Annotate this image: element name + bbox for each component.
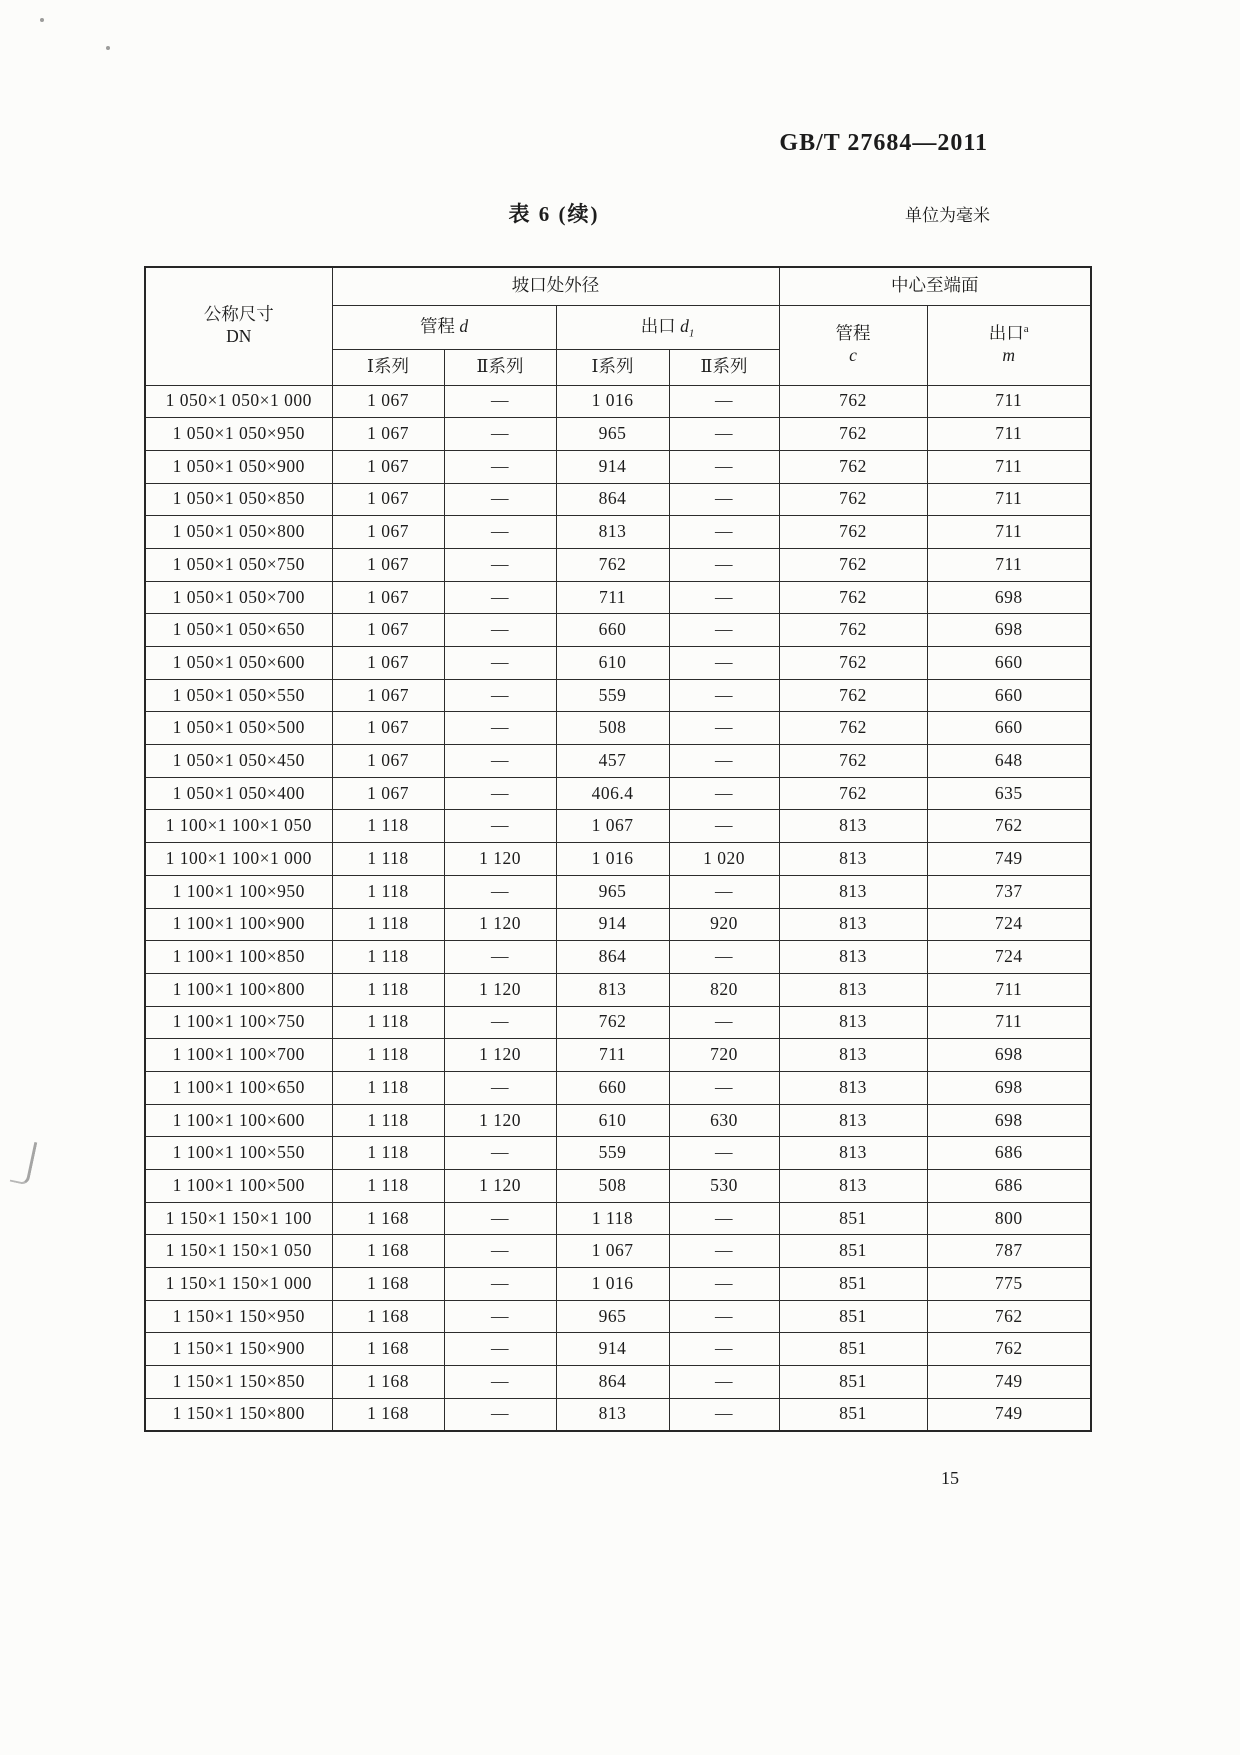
outlet-d1-series1-cell: 914: [556, 1333, 669, 1366]
outlet-m-cell: 711: [927, 973, 1091, 1006]
tube-c-cell: 851: [779, 1366, 927, 1399]
tube-c-cell: 762: [779, 450, 927, 483]
tube-d-series1-cell: 1 118: [332, 1006, 444, 1039]
outlet-m-cell: 711: [927, 548, 1091, 581]
outlet-m-cell: 686: [927, 1170, 1091, 1203]
tube-c-cell: 813: [779, 810, 927, 843]
tube-d-series2-cell: —: [444, 1137, 556, 1170]
tube-c-cell: 851: [779, 1235, 927, 1268]
tube-c-cell: 813: [779, 1104, 927, 1137]
outlet-d1-series2-cell: —: [669, 1006, 779, 1039]
header-outlet-m: 出口$^a$ m: [927, 305, 1091, 385]
dn-cell: 1 050×1 050×900: [145, 450, 332, 483]
table-row: [145, 1398, 1091, 1431]
outlet-d1-series2-cell: —: [669, 483, 779, 516]
outlet-m-cell: 711: [927, 450, 1091, 483]
header-nominal-size: [145, 267, 332, 385]
tube-d-series1-cell: 1 067: [332, 548, 444, 581]
outlet-d1-series2-cell: —: [669, 516, 779, 549]
outlet-d1-series1-cell: 457: [556, 745, 669, 778]
outlet-m-cell: 711: [927, 516, 1091, 549]
outlet-d1-series2-cell: —: [669, 679, 779, 712]
outlet-d1-series2-cell: —: [669, 614, 779, 647]
outlet-d1-series2-cell: 920: [669, 908, 779, 941]
header-tube-d-series2: Ⅱ系列: [444, 349, 556, 385]
tube-d-series1-cell: 1 168: [332, 1300, 444, 1333]
outlet-d1-series1-cell: 660: [556, 614, 669, 647]
outlet-d1-series1-cell: 660: [556, 1071, 669, 1104]
outlet-d1-series1-cell: 610: [556, 1104, 669, 1137]
dn-cell: 1 050×1 050×450: [145, 745, 332, 778]
dn-cell: 1 150×1 150×850: [145, 1366, 332, 1399]
table-row: [145, 941, 1091, 974]
tube-d-series2-cell: —: [444, 1202, 556, 1235]
outlet-m-cell: 698: [927, 614, 1091, 647]
outlet-d1-series2-cell: 530: [669, 1170, 779, 1203]
outlet-d1-series2-cell: —: [669, 1235, 779, 1268]
tube-d-series2-cell: —: [444, 614, 556, 647]
outlet-m-cell: 749: [927, 1366, 1091, 1399]
tube-c-cell: 813: [779, 908, 927, 941]
outlet-d1-series1-cell: 406.4: [556, 777, 669, 810]
dn-cell: 1 100×1 100×900: [145, 908, 332, 941]
outlet-d1-series2-cell: —: [669, 1071, 779, 1104]
tube-d-series2-cell: —: [444, 418, 556, 451]
table-row: [145, 581, 1091, 614]
dn-cell: 1 100×1 100×650: [145, 1071, 332, 1104]
tube-d-series1-cell: 1 118: [332, 1071, 444, 1104]
table-row: [145, 1333, 1091, 1366]
header-tube-c: 管程 c: [779, 305, 927, 385]
table-row: [145, 810, 1091, 843]
tube-d-series1-cell: 1 118: [332, 973, 444, 1006]
standard-code: GB/T 27684—2011: [779, 130, 988, 156]
dn-cell: 1 050×1 050×700: [145, 581, 332, 614]
tube-c-cell: 813: [779, 1137, 927, 1170]
footnote-marker-a: a: [1023, 323, 1029, 336]
outlet-m-cell: 698: [927, 1039, 1091, 1072]
tube-c-cell: 762: [779, 712, 927, 745]
table-row: [145, 1137, 1091, 1170]
tube-d-series2-cell: —: [444, 941, 556, 974]
outlet-d1-series1-cell: 711: [556, 581, 669, 614]
header-outlet-d1: 出口 $d_1$: [556, 305, 779, 349]
table-row: [145, 1039, 1091, 1072]
table-row: [145, 777, 1091, 810]
tube-d-series2-cell: —: [444, 385, 556, 418]
outlet-d1-series1-cell: 965: [556, 875, 669, 908]
dn-cell: 1 050×1 050×950: [145, 418, 332, 451]
table-row: [145, 712, 1091, 745]
outlet-d1-series1-cell: 1 016: [556, 1268, 669, 1301]
outlet-m-cell: 737: [927, 875, 1091, 908]
table-row: [145, 647, 1091, 680]
var-d1: $d_1$: [680, 316, 695, 340]
tube-d-series2-cell: —: [444, 1006, 556, 1039]
outlet-m-cell: 635: [927, 777, 1091, 810]
table-body: [145, 385, 1091, 1431]
table-row: [145, 679, 1091, 712]
dn-cell: 1 150×1 150×1 100: [145, 1202, 332, 1235]
table-row: [145, 1300, 1091, 1333]
tube-d-series1-cell: 1 118: [332, 810, 444, 843]
outlet-m-cell: 775: [927, 1268, 1091, 1301]
tube-d-series2-cell: —: [444, 712, 556, 745]
dn-cell: 1 100×1 100×600: [145, 1104, 332, 1137]
table-row: [145, 1235, 1091, 1268]
outlet-d1-series2-cell: 630: [669, 1104, 779, 1137]
outlet-d1-series2-cell: —: [669, 810, 779, 843]
tube-d-series1-cell: 1 168: [332, 1268, 444, 1301]
outlet-d1-series1-cell: 1 016: [556, 843, 669, 876]
outlet-d1-series2-cell: 720: [669, 1039, 779, 1072]
outlet-d1-series2-cell: —: [669, 1300, 779, 1333]
outlet-d1-series1-cell: 813: [556, 1398, 669, 1431]
header-outlet-d1-series2: Ⅱ系列: [669, 349, 779, 385]
table-row: [145, 548, 1091, 581]
dn-cell: 1 050×1 050×550: [145, 679, 332, 712]
var-d: d: [459, 316, 469, 337]
tube-c-cell: 851: [779, 1300, 927, 1333]
dn-cell: 1 050×1 050×1 000: [145, 385, 332, 418]
tube-c-cell: 813: [779, 973, 927, 1006]
tube-c-cell: 762: [779, 614, 927, 647]
var-m: m: [1002, 345, 1016, 365]
tube-d-series2-cell: —: [444, 647, 556, 680]
dn-cell: 1 050×1 050×800: [145, 516, 332, 549]
table-row: [145, 1006, 1091, 1039]
tube-d-series2-cell: —: [444, 450, 556, 483]
outlet-m-cell: 762: [927, 810, 1091, 843]
dn-cell: 1 050×1 050×850: [145, 483, 332, 516]
tube-c-cell: 813: [779, 1071, 927, 1104]
table-row: [145, 1104, 1091, 1137]
outlet-d1-series2-cell: —: [669, 1137, 779, 1170]
tube-c-cell: 762: [779, 777, 927, 810]
outlet-d1-series2-cell: —: [669, 385, 779, 418]
tube-c-cell: 762: [779, 647, 927, 680]
outlet-d1-series1-cell: 762: [556, 1006, 669, 1039]
tube-d-series2-cell: —: [444, 516, 556, 549]
dn-cell: 1 100×1 100×500: [145, 1170, 332, 1203]
outlet-d1-series2-cell: —: [669, 712, 779, 745]
outlet-m-cell: 762: [927, 1300, 1091, 1333]
outlet-m-cell: 749: [927, 1398, 1091, 1431]
tube-c-cell: 762: [779, 548, 927, 581]
tube-c-cell: 851: [779, 1398, 927, 1431]
tube-d-series2-cell: —: [444, 548, 556, 581]
unit-note: 单位为毫米: [905, 206, 990, 225]
tube-d-series1-cell: 1 168: [332, 1366, 444, 1399]
page-number: 15: [941, 1468, 959, 1488]
tube-d-series2-cell: —: [444, 1398, 556, 1431]
tube-d-series1-cell: 1 168: [332, 1333, 444, 1366]
tube-c-cell: 813: [779, 843, 927, 876]
outlet-d1-series2-cell: —: [669, 777, 779, 810]
tube-c-cell: 762: [779, 418, 927, 451]
dn-cell: 1 100×1 100×750: [145, 1006, 332, 1039]
outlet-d1-series1-cell: 610: [556, 647, 669, 680]
tube-d-series1-cell: 1 168: [332, 1202, 444, 1235]
outlet-d1-series1-cell: 508: [556, 712, 669, 745]
tube-c-cell: 851: [779, 1202, 927, 1235]
outlet-d1-series2-cell: —: [669, 1333, 779, 1366]
tube-d-series2-cell: 1 120: [444, 973, 556, 1006]
dn-cell: 1 150×1 150×1 000: [145, 1268, 332, 1301]
tube-d-series2-cell: 1 120: [444, 1039, 556, 1072]
outlet-d1-series1-cell: 1 118: [556, 1202, 669, 1235]
header-nominal-size-label: 公称尺寸: [203, 304, 274, 325]
dn-cell: 1 050×1 050×750: [145, 548, 332, 581]
tube-c-cell: 762: [779, 483, 927, 516]
tube-d-series1-cell: 1 067: [332, 614, 444, 647]
tube-d-series2-cell: —: [444, 875, 556, 908]
scan-artifact: [106, 46, 110, 50]
outlet-d1-series2-cell: —: [669, 941, 779, 974]
outlet-m-cell: 762: [927, 1333, 1091, 1366]
outlet-d1-series1-cell: 965: [556, 1300, 669, 1333]
tube-d-series1-cell: 1 067: [332, 418, 444, 451]
outlet-d1-series1-cell: 914: [556, 908, 669, 941]
tube-d-series1-cell: 1 118: [332, 875, 444, 908]
outlet-m-cell: 698: [927, 581, 1091, 614]
tube-c-cell: 762: [779, 679, 927, 712]
tube-d-series1-cell: 1 067: [332, 516, 444, 549]
outlet-d1-series1-cell: 559: [556, 679, 669, 712]
outlet-d1-series2-cell: —: [669, 418, 779, 451]
table-row: [145, 843, 1091, 876]
dimension-table: [144, 266, 1092, 1432]
tube-d-series1-cell: 1 118: [332, 843, 444, 876]
tube-d-series2-cell: —: [444, 483, 556, 516]
outlet-d1-series1-cell: 559: [556, 1137, 669, 1170]
tube-d-series1-cell: 1 067: [332, 385, 444, 418]
outlet-d1-series1-cell: 1 067: [556, 810, 669, 843]
tube-c-cell: 762: [779, 581, 927, 614]
outlet-m-cell: 686: [927, 1137, 1091, 1170]
table-row: [145, 450, 1091, 483]
outlet-m-cell: 698: [927, 1071, 1091, 1104]
table-row: [145, 875, 1091, 908]
tube-c-cell: 762: [779, 516, 927, 549]
tube-c-cell: 851: [779, 1333, 927, 1366]
table-row: [145, 973, 1091, 1006]
tube-d-series1-cell: 1 067: [332, 581, 444, 614]
header-dn-label: DN: [226, 326, 252, 347]
tube-c-cell: 762: [779, 385, 927, 418]
tube-d-series1-cell: 1 118: [332, 941, 444, 974]
table-row: [145, 1268, 1091, 1301]
dn-cell: 1 150×1 150×800: [145, 1398, 332, 1431]
outlet-m-cell: 724: [927, 941, 1091, 974]
tube-d-series1-cell: 1 067: [332, 450, 444, 483]
tube-d-series2-cell: —: [444, 1300, 556, 1333]
var-c: c: [849, 345, 857, 365]
outlet-d1-series1-cell: 864: [556, 941, 669, 974]
table-row: [145, 418, 1091, 451]
outlet-d1-series2-cell: —: [669, 1268, 779, 1301]
tube-d-series1-cell: 1 168: [332, 1235, 444, 1268]
dn-cell: 1 100×1 100×850: [145, 941, 332, 974]
dn-cell: 1 100×1 100×1 050: [145, 810, 332, 843]
outlet-m-cell: 787: [927, 1235, 1091, 1268]
tube-d-series2-cell: 1 120: [444, 908, 556, 941]
outlet-d1-series1-cell: 508: [556, 1170, 669, 1203]
table-row: [145, 385, 1091, 418]
tube-d-series2-cell: 1 120: [444, 843, 556, 876]
outlet-m-cell: 648: [927, 745, 1091, 778]
table-row: [145, 1071, 1091, 1104]
dn-cell: 1 050×1 050×650: [145, 614, 332, 647]
tube-c-cell: 762: [779, 745, 927, 778]
outlet-d1-series2-cell: —: [669, 1398, 779, 1431]
tube-d-series1-cell: 1 067: [332, 712, 444, 745]
tube-d-series2-cell: —: [444, 1268, 556, 1301]
tube-d-series2-cell: —: [444, 581, 556, 614]
table-row: [145, 516, 1091, 549]
outlet-d1-series1-cell: 1 016: [556, 385, 669, 418]
table-row: [145, 1202, 1091, 1235]
table-header: [145, 267, 1091, 385]
dn-cell: 1 100×1 100×1 000: [145, 843, 332, 876]
dn-cell: 1 100×1 100×550: [145, 1137, 332, 1170]
tube-d-series1-cell: 1 067: [332, 679, 444, 712]
outlet-d1-series2-cell: —: [669, 1202, 779, 1235]
table-row: [145, 1366, 1091, 1399]
tube-d-series1-cell: 1 168: [332, 1398, 444, 1431]
outlet-m-cell: 749: [927, 843, 1091, 876]
tube-d-series2-cell: —: [444, 1333, 556, 1366]
tube-d-series1-cell: 1 118: [332, 1170, 444, 1203]
outlet-m-cell: 660: [927, 647, 1091, 680]
table-row: [145, 908, 1091, 941]
outlet-d1-series2-cell: 820: [669, 973, 779, 1006]
tube-d-series1-cell: 1 067: [332, 647, 444, 680]
dn-cell: 1 100×1 100×800: [145, 973, 332, 1006]
outlet-d1-series2-cell: —: [669, 647, 779, 680]
tube-c-cell: 813: [779, 875, 927, 908]
header-group-center-to-face: 中心至端面: [779, 267, 1091, 305]
header-outlet-d1-series1: Ⅰ系列: [556, 349, 669, 385]
tube-c-cell: 813: [779, 1039, 927, 1072]
tube-d-series1-cell: 1 067: [332, 745, 444, 778]
tube-d-series1-cell: 1 067: [332, 483, 444, 516]
tube-d-series2-cell: —: [444, 1366, 556, 1399]
dn-cell: 1 150×1 150×900: [145, 1333, 332, 1366]
tube-d-series2-cell: —: [444, 777, 556, 810]
tube-d-series2-cell: —: [444, 745, 556, 778]
tube-d-series1-cell: 1 118: [332, 1039, 444, 1072]
outlet-d1-series1-cell: 813: [556, 973, 669, 1006]
outlet-m-cell: 711: [927, 418, 1091, 451]
outlet-m-cell: 660: [927, 679, 1091, 712]
outlet-d1-series2-cell: —: [669, 875, 779, 908]
tube-d-series2-cell: —: [444, 1071, 556, 1104]
tube-d-series2-cell: 1 120: [444, 1170, 556, 1203]
dn-cell: 1 050×1 050×600: [145, 647, 332, 680]
tube-d-series2-cell: —: [444, 810, 556, 843]
tube-c-cell: 813: [779, 1006, 927, 1039]
outlet-d1-series2-cell: —: [669, 450, 779, 483]
tube-d-series2-cell: 1 120: [444, 1104, 556, 1137]
header-tube-d: 管程 d: [332, 305, 556, 349]
scan-artifact: [10, 1139, 38, 1186]
outlet-m-cell: 711: [927, 1006, 1091, 1039]
table-row: [145, 483, 1091, 516]
dn-cell: 1 050×1 050×400: [145, 777, 332, 810]
dn-cell: 1 050×1 050×500: [145, 712, 332, 745]
tube-d-series1-cell: 1 067: [332, 777, 444, 810]
dn-cell: 1 100×1 100×950: [145, 875, 332, 908]
table-row: [145, 614, 1091, 647]
outlet-d1-series2-cell: —: [669, 745, 779, 778]
table-caption: 表 6 (续): [508, 202, 600, 226]
tube-d-series1-cell: 1 118: [332, 908, 444, 941]
outlet-d1-series1-cell: 762: [556, 548, 669, 581]
dn-cell: 1 100×1 100×700: [145, 1039, 332, 1072]
outlet-d1-series1-cell: 864: [556, 483, 669, 516]
outlet-d1-series2-cell: —: [669, 548, 779, 581]
tube-d-series2-cell: —: [444, 679, 556, 712]
outlet-m-cell: 724: [927, 908, 1091, 941]
outlet-m-cell: 800: [927, 1202, 1091, 1235]
outlet-d1-series1-cell: 1 067: [556, 1235, 669, 1268]
header-group-bevel-od: 坡口处外径: [332, 267, 779, 305]
outlet-d1-series1-cell: 914: [556, 450, 669, 483]
dn-cell: 1 150×1 150×1 050: [145, 1235, 332, 1268]
outlet-m-cell: 711: [927, 385, 1091, 418]
outlet-d1-series1-cell: 813: [556, 516, 669, 549]
outlet-d1-series1-cell: 965: [556, 418, 669, 451]
caption-bar: [144, 198, 1090, 228]
table-row: [145, 745, 1091, 778]
tube-c-cell: 813: [779, 1170, 927, 1203]
tube-d-series1-cell: 1 118: [332, 1137, 444, 1170]
header-tube-d-series1: Ⅰ系列: [332, 349, 444, 385]
outlet-m-cell: 711: [927, 483, 1091, 516]
outlet-d1-series2-cell: 1 020: [669, 843, 779, 876]
tube-c-cell: 851: [779, 1268, 927, 1301]
outlet-m-cell: 698: [927, 1104, 1091, 1137]
tube-d-series1-cell: 1 118: [332, 1104, 444, 1137]
table-row: [145, 1170, 1091, 1203]
outlet-d1-series1-cell: 864: [556, 1366, 669, 1399]
outlet-d1-series2-cell: —: [669, 1366, 779, 1399]
tube-d-series2-cell: —: [444, 1235, 556, 1268]
outlet-m-cell: 660: [927, 712, 1091, 745]
dn-cell: 1 150×1 150×950: [145, 1300, 332, 1333]
scan-artifact: [40, 18, 44, 22]
outlet-d1-series2-cell: —: [669, 581, 779, 614]
tube-c-cell: 813: [779, 941, 927, 974]
outlet-d1-series1-cell: 711: [556, 1039, 669, 1072]
